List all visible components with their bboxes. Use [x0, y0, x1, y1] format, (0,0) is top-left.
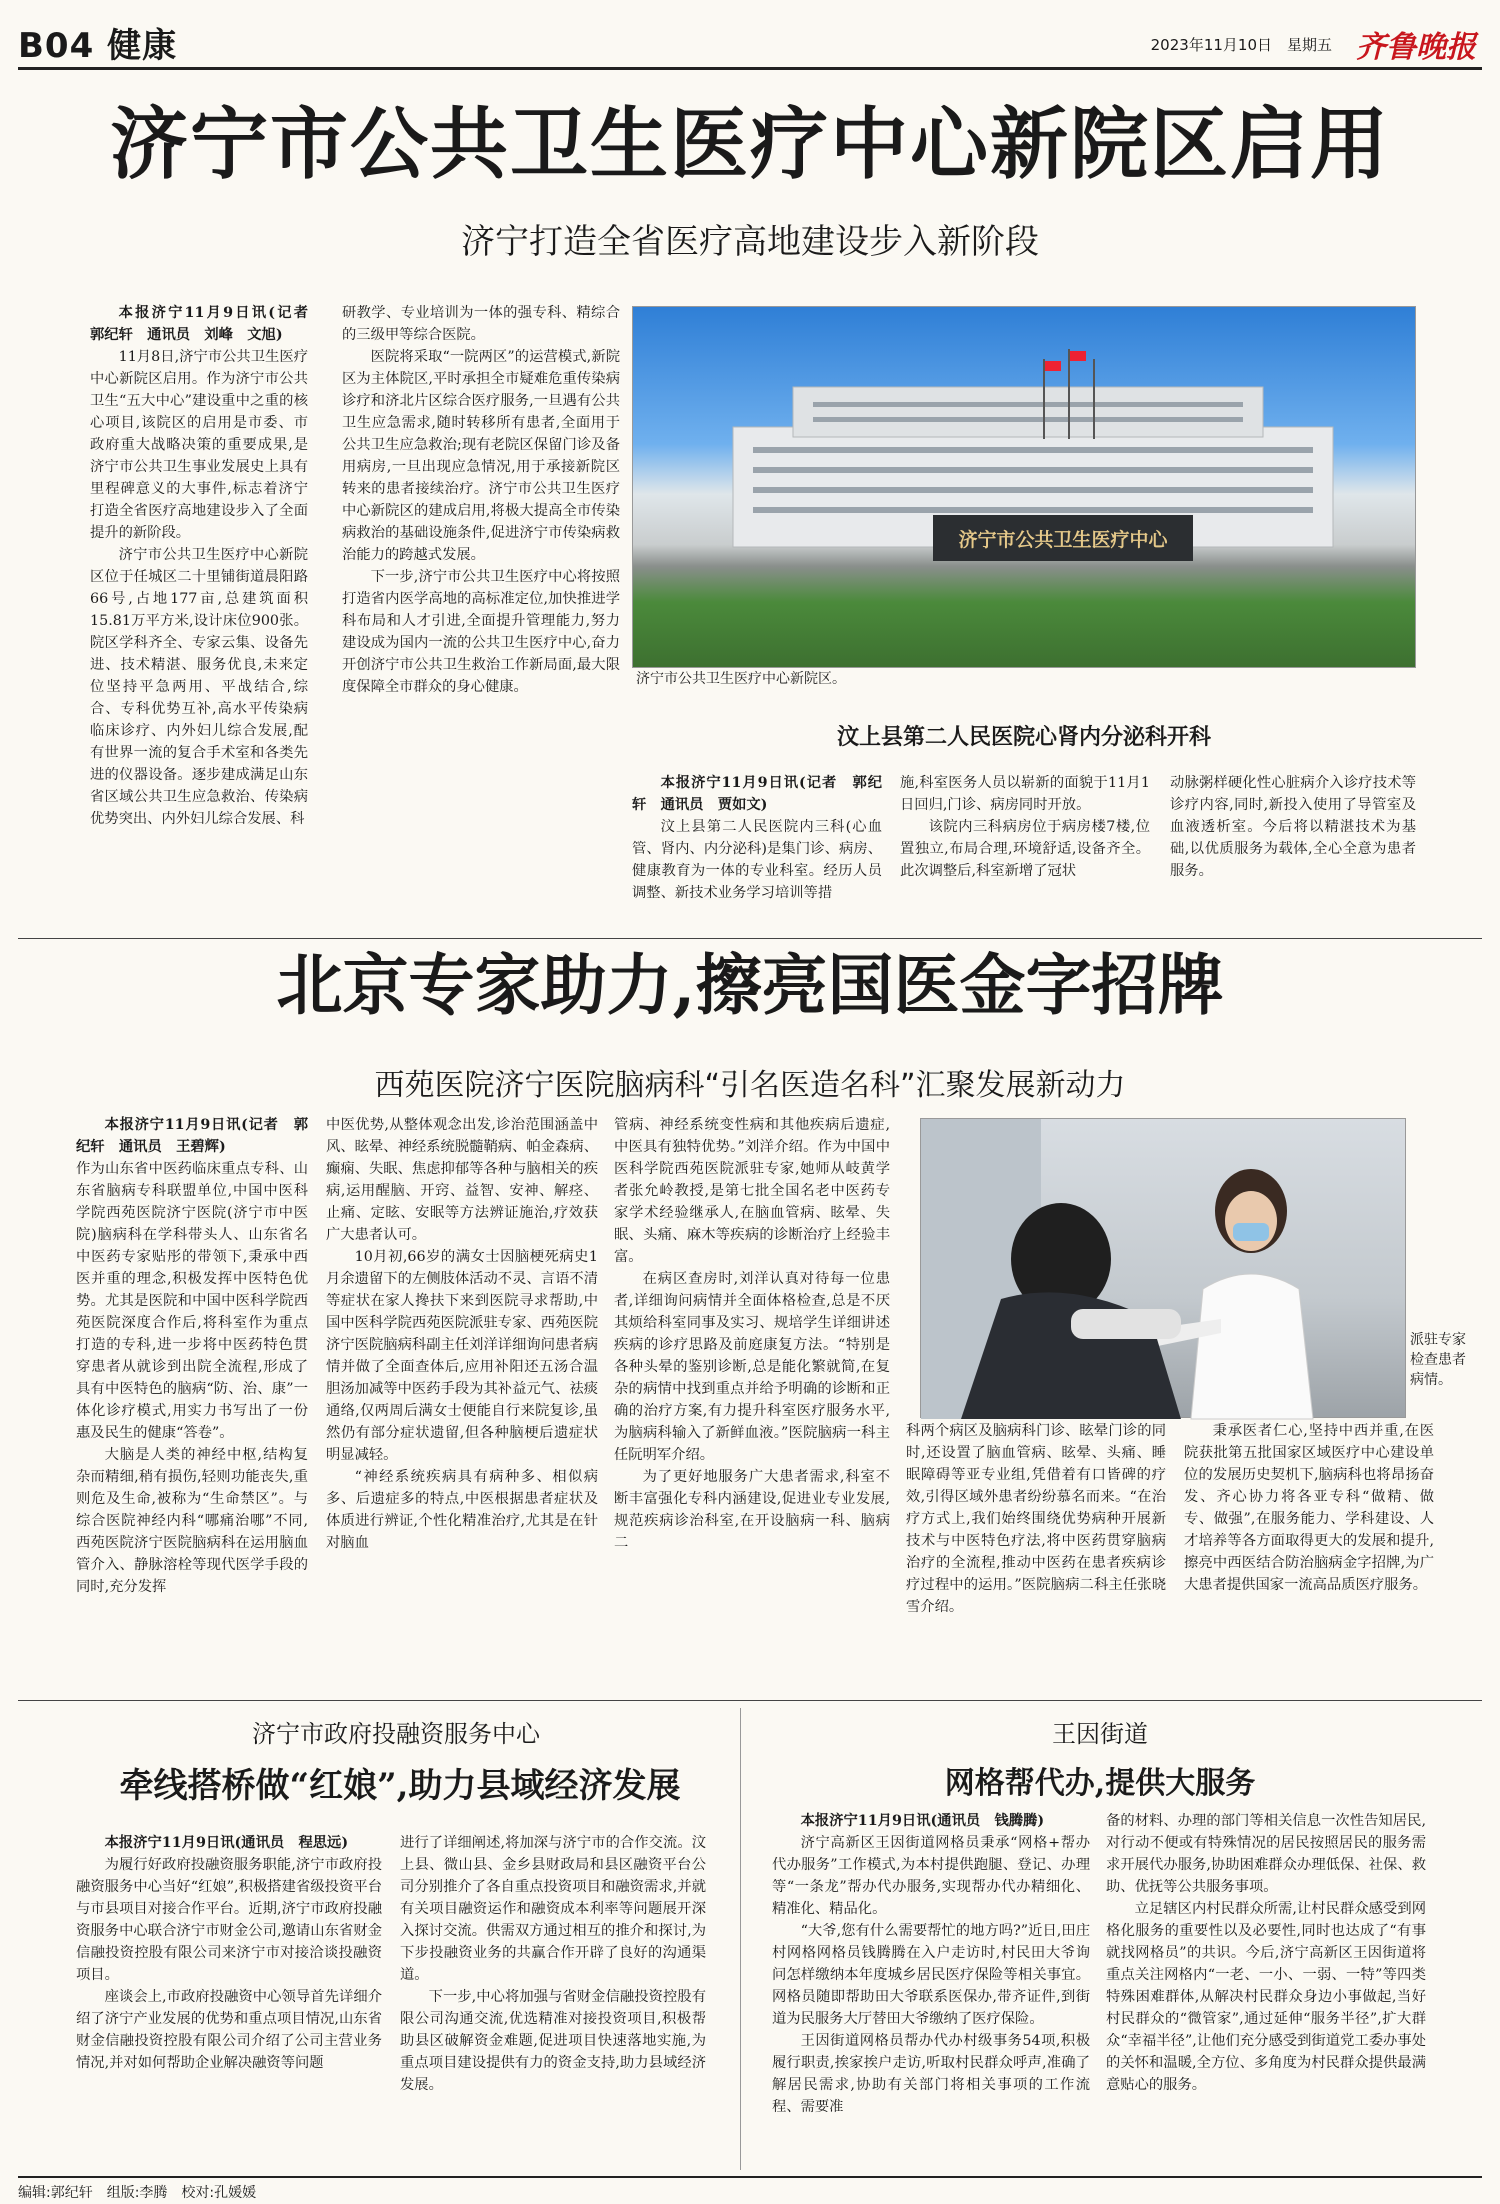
article-2-col-2: [900, 772, 1150, 932]
article-4-para: 进行了详细阐述,将加深与济宁市的合作交流。汶上县、微山县、金乡县财政局和县区融资平台公司分别推介了各自重点投资项目和融资需求,并就有关项目融资运作和融资成本利率等问题展开深入探讨交流。供需双方通过相互的推介和探讨,为下步投融资业务的共赢合作开辟了良好的沟通渠道。: [400, 1835, 706, 1983]
article-3-para: 秉承医者仁心,坚持中西并重,在医院获批第五批国家区域医疗中心建设单位的发展历史契机下,脑病科也将昂扬奋发、齐心协力将各亚专科“做精、做专、做强”,在服务能力、学科建设、人才培养等各方面取得更大的发展和提升,擦亮中西医结合防治脑病金字招牌,为广大患者提供国家一流高品质医疗服务。: [1184, 1423, 1434, 1593]
article-5-col-1: [772, 1810, 1090, 2172]
article-3-col-4: [906, 1420, 1166, 1692]
article-4-lede: 本报济宁11月9日讯(通讯员 程思远): [104, 1835, 349, 1851]
article-5-para: 备的材料、办理的部门等相关信息一次性告知居民,对行动不便或有特殊情况的居民按照居民的服务需求开展代办服务,协助困难群众办理低保、社保、救助、优抚等公共服务事项。: [1106, 1813, 1426, 1895]
article-3-para: 作为山东省中医药临床重点专科、山东省脑病专科联盟单位,中国中医科学院西苑医院济宁医院(济宁市中医院)脑病科在学科带头人、山东省名中医药专家贴彤的带领下,秉承中西医并重的理念,积极发挥中医特色优势。尤其是医院和中国中医科学院西苑医院深度合作后,将科室作为重点打造的专科,进一步将中医药特色贯穿患者从就诊到出院全流程,形成了具有中医特色的脑病“防、治、康”一体化诊疗模式,用实力书写出了一份惠及民生的健康“答卷”。: [76, 1161, 308, 1441]
article-3-para: 10月初,66岁的满女士因脑梗死病史1月余遗留下的左侧肢体活动不灵、言语不清等症状在家人搀扶下来到医院寻求帮助,中国中医科学院西苑医院派驻专家、西苑医院济宁医院脑病科副主任刘洋详细询问患者病情并做了全面查体后,应用补阳还五汤合温胆汤加减等中医药手段为其补益元气、祛痰通络,仅两周后满女士便能自行来院复诊,虽然仍有部分症状遗留,但各种脑梗后遗症状明显减轻。: [326, 1249, 598, 1463]
article-3-para: 大脑是人类的神经中枢,结构复杂而精细,稍有损伤,轻则功能丧失,重则危及生命,被称为“生命禁区”。与综合医院神经内科“哪痛治哪”不同,西苑医院济宁医院脑病科在运用脑血管介入、静脉溶栓等现代医学手段的同时,充分发挥: [76, 1447, 308, 1595]
article-2-para: 动脉粥样硬化性心脏病介入诊疗技术等诊疗内容,同时,新投入使用了导管室及血液透析室。今后将以精湛技术为基础,以优质服务为载体,全心全意为患者服务。: [1170, 775, 1416, 879]
article-5-col-2: [1106, 1810, 1426, 2172]
hospital-sign: 济宁市公共卫生医疗中心: [958, 529, 1168, 551]
page-header: [18, 14, 1482, 70]
kicker-5: 王因街道: [1052, 1720, 1148, 1748]
article-4-para: 下一步,中心将加强与省财金信融投资控股有限公司沟通交流,优选精准对接投资项目,积极帮助县区破解资金难题,促进项目快速落地实施,为重点项目建设提供有力的资金支持,助力县域经济发展。: [400, 1989, 706, 2093]
article-2-para: 施,科室医务人员以崭新的面貌于11月1日回归,门诊、病房同时开放。: [900, 775, 1150, 813]
article-4-para: 为履行好政府投融资服务职能,济宁市政府投融资服务中心当好“红娘”,积极搭建省级投资平台与市县项目对接合作平台。近期,济宁市政府投融资服务中心联合济宁市财金公司,邀请山东省财金信融投资控股有限公司来济宁市对接洽谈投融资项目。: [76, 1857, 382, 1983]
column-divider: [740, 1708, 741, 2170]
article-1-para: 济宁市公共卫生医疗中心新院区位于任城区二十里铺街道晨阳路66号,占地177亩,总建筑面积15.81万平方米,设计床位900张。院区学科齐全、专家云集、设备先进、技术精湛、服务优良,未来定位坚持平急两用、平战结合,综合、专科优势互补,高水平传染病临床诊疗、内外妇儿综合发展,配有世界一流的复合手术室和各类先进的仪器设备。逐步建成满足山东省区域公共卫生应急救治、传染病优势突出、内外妇儿综合发展、科: [90, 547, 308, 827]
article-2-para: 汶上县第二人民医院内三科(心血管、肾内、内分泌科)是集门诊、病房、健康教育为一体的专业科室。经历人员调整、新技术业务学习培训等措: [632, 819, 882, 901]
article-3-col-3: [614, 1114, 890, 1694]
article-5-para: 济宁高新区王因街道网格员秉承“网格+帮办代办服务”工作模式,为本村提供跑腿、登记、办理等“一条龙”帮办代办服务,实现帮办代办精细化、精准化、精品化。: [772, 1835, 1090, 1917]
hospital-photo: [632, 306, 1416, 668]
article-1-col-1: [90, 302, 323, 938]
article-2-col-1: [632, 772, 882, 932]
article-3-para: 中医优势,从整体观念出发,诊治范围涵盖中风、眩晕、神经系统脱髓鞘病、帕金森病、癫痫、失眠、焦虑抑郁等各种与脑相关的疾病,运用醒脑、开窍、益智、安神、解痉、止痛、定眩、安眠等方法辨证施治,疗效获广大患者认可。: [326, 1117, 598, 1243]
divider: [18, 938, 1482, 939]
issue-date: 2023年11月10日 星期五: [1150, 36, 1332, 54]
doctor-illustration: [921, 1119, 1407, 1419]
article-4-para: 座谈会上,市政府投融资中心领导首先详细介绍了济宁产业发展的优势和重点项目情况,山东省财金信融投资控股有限公司介绍了公司主营业务情况,并对如何帮助企业解决融资等问题: [76, 1989, 382, 2071]
article-1-col-2: [342, 302, 620, 938]
section-label: B04 健康: [18, 26, 178, 66]
article-5-para: 立足辖区内村民群众所需,让村民群众感受到网格化服务的重要性以及必要性,同时也达成了“有事就找网格员”的共识。今后,济宁高新区王因街道将重点关注网格内“一老、一小、一弱、一特”等四类特殊困难群体,从解决村民群众身边小事做起,当好村民群众的“微管家”,通过延伸“服务半径”,扩大群众“幸福半径”,让他们充分感受到街道党工委办事处的关怀和温暖,全方位、多角度为村民群众提供最满意贴心的服务。: [1106, 1901, 1426, 2093]
doctor-photo: [920, 1118, 1406, 1418]
doctor-photo-caption: 派驻专家检查患者病情。: [1410, 1332, 1466, 1388]
article-1-para: 医院将采取“一院两区”的运营模式,新院区为主体院区,平时承担全市疑难危重传染病诊疗和济北片区综合医疗服务,一旦遇有公共卫生应急需求,随时转移所有患者,全面用于公共卫生应急救治;现有老院区保留门诊及备用病房,一旦出现应急情况,用于承接新院区转来的患者接续治疗。济宁市公共卫生医疗中心新院区的建成启用,将极大提高全市传染病救治的基础设施条件,促进济宁市传染病救治能力的跨越式发展。: [342, 349, 620, 563]
hospital-photo-caption: 济宁市公共卫生医疗中心新院区。: [636, 671, 846, 687]
subheadline-3: 西苑医院济宁医院脑病科“引名医造名科”汇聚发展新动力: [374, 1068, 1126, 1103]
article-2-col-3: [1170, 772, 1416, 932]
article-3-col-2: [326, 1114, 598, 1694]
article-2-lede: 本报济宁11月9日讯(记者 郭纪轩 通讯员 贾如文): [632, 775, 882, 813]
article-3-para: 管病、神经系统变性病和其他疾病后遗症,中医具有独特优势。”刘洋介绍。作为中国中医科学院西苑医院派驻专家,她师从岐黄学者张允岭教授,是第七批全国名老中医药专家学术经验继承人,在脑血管病、眩晕、失眠、头痛、麻木等疾病的诊断治疗上经验丰富。: [614, 1117, 890, 1265]
article-1-para: 研教学、专业培训为一体的强专科、精综合的三级甲等综合医院。: [342, 305, 620, 343]
headline-1: 济宁市公共卫生医疗中心新院区启用: [109, 99, 1390, 190]
headline-3: 北京专家助力,擦亮国医金字招牌: [276, 946, 1224, 1024]
article-4-col-2: [400, 1832, 706, 2172]
newspaper-logo: 齐鲁晚报: [1356, 30, 1476, 65]
article-5-para: 王因街道网格员帮办代办村级事务54项,积极履行职责,挨家挨户走访,听取村民群众呼声,准确了解居民需求,协助有关部门将相关事项的工作流程、需要准: [772, 2033, 1090, 2115]
article-3-para: “神经系统疾病具有病种多、相似病多、后遗症多的特点,中医根据患者症状及体质进行辨证,个性化精准治疗,尤其是在针对脑血: [326, 1469, 598, 1551]
headline-2: 汶上县第二人民医院心肾内分泌科开科: [836, 724, 1211, 750]
headline-5: 网格帮代办,提供大服务: [944, 1766, 1256, 1801]
article-5-para: “大爷,您有什么需要帮忙的地方吗?”近日,田庄村网格网格员钱腾腾在入户走访时,村民田大爷询问怎样缴纳本年度城乡居民医疗保险等相关事宜。网格员随即帮助田大爷联系医保办,带齐证件,到街道为民服务大厅替田大爷缴纳了医疗保险。: [772, 1923, 1090, 2027]
article-3-para: 在病区查房时,刘洋认真对待每一位患者,详细询问病情并全面体格检查,总是不厌其烦给科室同事及实习、规培学生详细讲述疾病的诊疗思路及前庭康复方法。“特别是各种头晕的鉴别诊断,总是能化繁就简,在复杂的病情中找到重点并给予明确的诊断和正确的治疗方案,有力提升科室医疗服务水平,为脑病科输入了新鲜血液。”医院脑病一科主任阮明军介绍。: [614, 1271, 890, 1463]
divider: [18, 1700, 1482, 1701]
headline-4: 牵线搭桥做“红娘”,助力县域经济发展: [119, 1766, 681, 1806]
article-3-lede: 本报济宁11月9日讯(记者 郭纪轩 通讯员 王碧辉): [76, 1117, 308, 1155]
article-3-col-1: [76, 1114, 308, 1694]
article-4-col-1: [76, 1832, 382, 2172]
article-3-para: 科两个病区及脑病科门诊、眩晕门诊的同时,还设置了脑血管病、眩晕、头痛、睡眠障碍等亚专业组,凭借着有口皆碑的疗效,引得区域外患者纷纷慕名而来。“在治疗方式上,我们始终围绕优势病种开展新技术与中医特色疗法,将中医药贯穿脑病治疗的全流程,推动中医药在患者疾病诊疗过程中的运用。”医院脑病二科主任张晓雪介绍。: [906, 1423, 1166, 1615]
article-2-para: 该院内三科病房位于病房楼7楼,位置独立,布局合理,环境舒适,设备齐全。此次调整后,科室新增了冠状: [900, 819, 1150, 879]
article-1-para: 下一步,济宁市公共卫生医疗中心将按照打造省内医学高地的高标准定位,加快推进学科布局和人才引进,全面提升管理能力,努力建设成为国内一流的公共卫生医疗中心,奋力开创济宁市公共卫生救治工作新局面,最大限度保障全市群众的身心健康。: [342, 569, 620, 695]
hospital-illustration: [633, 307, 1417, 669]
article-3-col-5: [1184, 1420, 1434, 1692]
article-1-lede: 本报济宁11月9日讯(记者 郭纪轩 通讯员 刘峰 文旭): [90, 305, 323, 343]
article-1-para: 11月8日,济宁市公共卫生医疗中心新院区启用。作为济宁市公共卫生“五大中心”建设重中之重的核心项目,该院区的启用是市委、市政府重大战略决策的重要成果,是济宁市公共卫生事业发展史上具有里程碑意义的大事件,标志着济宁打造全省医疗高地建设步入了全面提升的新阶段。: [90, 349, 308, 541]
article-3-para: 为了更好地服务广大患者需求,科室不断丰富强化专科内涵建设,促进业专业发展,规范疾病诊治科室,在开设脑病一科、脑病二: [614, 1469, 890, 1551]
page-footer: 编辑:郭纪轩 组版:李腾 校对:孔媛媛: [18, 2176, 1482, 2202]
subheadline-1: 济宁打造全省医疗高地建设步入新阶段: [461, 222, 1039, 262]
kicker-4: 济宁市政府投融资服务中心: [252, 1720, 540, 1748]
article-5-lede: 本报济宁11月9日讯(通讯员 钱腾腾): [800, 1813, 1045, 1829]
